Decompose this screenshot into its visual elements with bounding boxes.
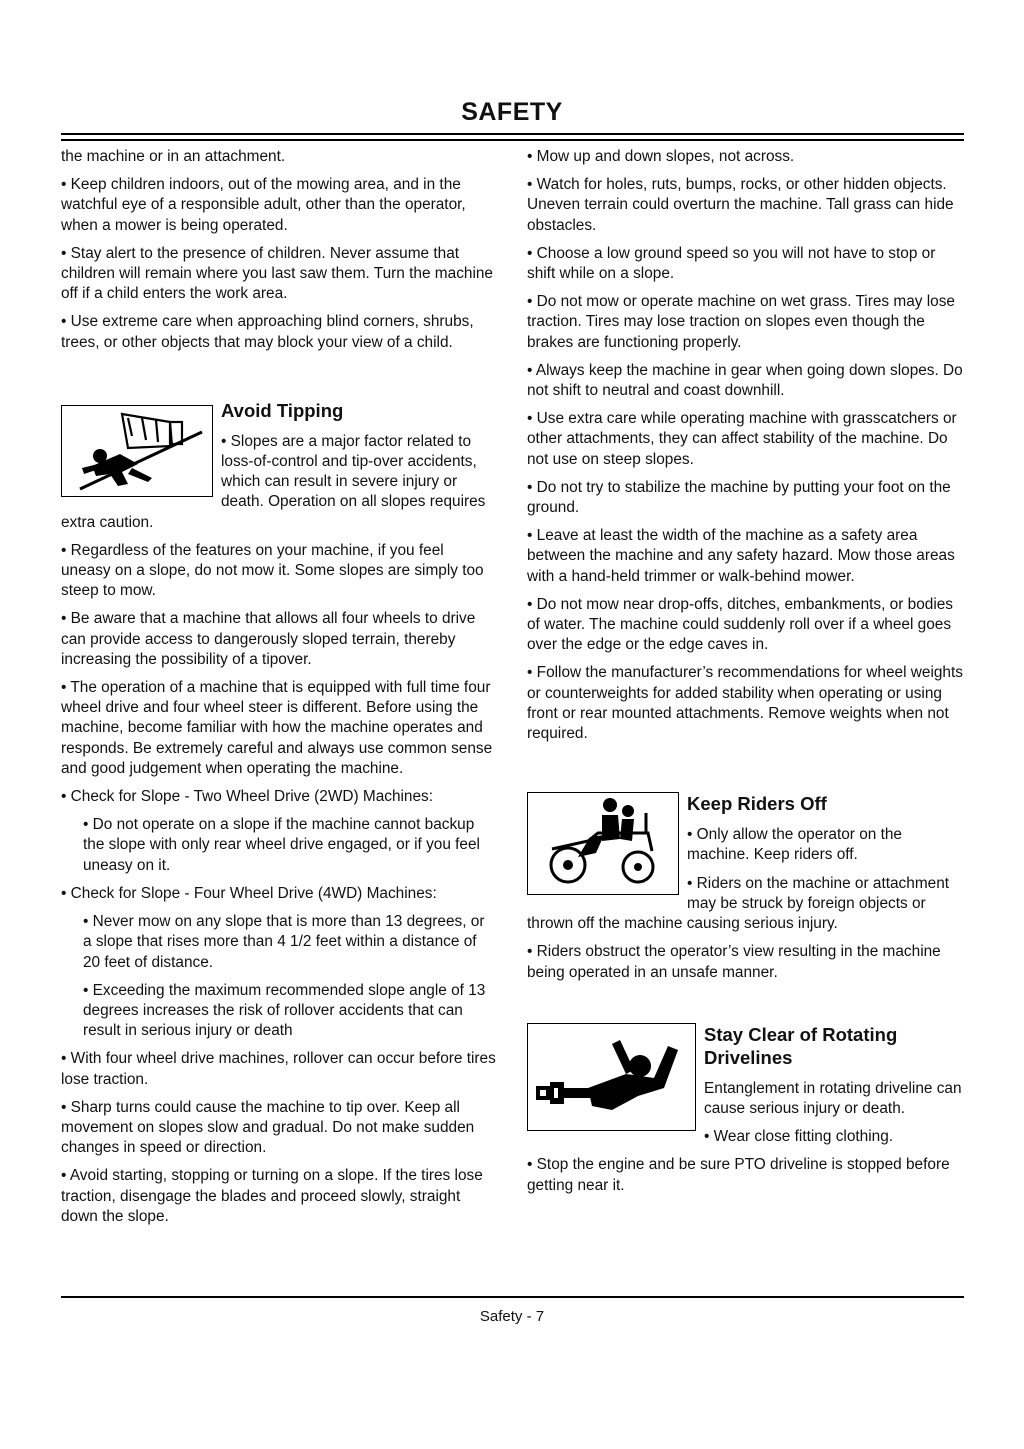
paragraph: • Slopes are a major factor related to loss-of-control and tip-over accidents, which can result in severe injury or death. Operation on all slopes requires extra caution. <box>61 432 486 531</box>
paragraph: • Stop the engine and be sure PTO driveline is stopped before getting near it. <box>527 1156 950 1194</box>
section-title: Avoid Tipping <box>221 399 344 421</box>
paragraph: • With four wheel drive machines, rollover can occur before tires lose traction. <box>61 1050 496 1088</box>
paragraph: • The operation of a machine that is equipped with full time four wheel drive and four wheel steer is different. Before using the machine, become familiar with how the machine operates and responds. Be extremely careful and always use common sense and good judgement when operating the machine. <box>61 679 493 777</box>
section-title: Keep Riders Off <box>687 793 827 815</box>
paragraph: • Stay alert to the presence of children. Never assume that children will remain where you last saw them. Turn the machine off if a child enters the work area. <box>61 244 493 303</box>
drivelines-section <box>527 1023 964 1196</box>
paragraph: • Use extreme care when approaching blind corners, shrubs, trees, or other objects that may block your view of a child. <box>61 313 474 351</box>
paragraph: • Leave at least the width of the machine as a safety area between the machine and any safety hazard. Mow those areas with a hand-held trimmer or walk-behind mower. <box>527 527 955 585</box>
paragraph: • Watch for holes, ruts, bumps, rocks, or other hidden objects. Uneven terrain could overturn the machine. Tall grass can hide obstacles. <box>527 176 954 234</box>
paragraph: • Keep children indoors, out of the mowing area, and in the watchful eye of a responsible adult, other than the operator, when a mower is being operated. <box>61 176 466 234</box>
section-title: Stay Clear of Rotating Drivelines <box>704 1023 898 1068</box>
paragraph: • Avoid starting, stopping or turning on a slope. If the tires lose traction, disengage the blades and proceed slowly, straight down the slope. <box>61 1167 483 1225</box>
paragraph: • Choose a low ground speed so you will not have to stop or shift while on a slope. <box>527 244 936 283</box>
paragraph: • Always keep the machine in gear when going down slopes. Do not shift to neutral and coast downhill. <box>527 361 963 400</box>
paragraph: • Use extra care while operating machine with grasscatchers or other attachments, they can affect stability of the machine. Do not use on steep slopes. <box>527 410 957 468</box>
driveline-entanglement-icon <box>527 1023 696 1131</box>
paragraph: • Be aware that a machine that allows all four wheels to drive can provide access to dangerously sloped terrain, thereby increasing the possibility of a tipover. <box>61 610 476 668</box>
header-double-rule <box>61 133 964 141</box>
paragraph: • Riders on the machine or attachment may be struck by foreign objects or thrown off the machine causing serious injury. <box>527 874 950 933</box>
paragraph: • Riders obstruct the operator’s view resulting in the machine being operated in an unsafe manner. <box>527 943 941 981</box>
paragraph: • Do not mow near drop-offs, ditches, embankments, or bodies of water. The machine could suddenly roll over if a wheel goes over the edge or the edge caves in. <box>527 595 953 654</box>
paragraph: • Check for Slope - Two Wheel Drive (2WD) Machines: <box>61 788 434 806</box>
paragraph: • Mow up and down slopes, not across. <box>527 148 795 165</box>
paragraph: • Do not mow or operate machine on wet grass. Tires may lose traction. Tires may lose traction on slopes even though the brakes are functioning properly. <box>527 293 955 351</box>
avoid-tipping-section <box>61 399 497 1227</box>
paragraph: • Regardless of the features on your machine, if you feel uneasy on a slope, do not mow it. Some slopes are simply too steep to mow. <box>61 541 484 600</box>
paragraph: • Sharp turns could cause the machine to tip over. Keep all movement on slopes slow and gradual. Do not make sudden changes in speed or direction. <box>61 1098 475 1157</box>
left-column <box>61 147 497 1235</box>
no-riders-icon <box>527 792 679 895</box>
sub-paragraph: • Exceeding the maximum recommended slope angle of 13 degrees increases the risk of rollover accidents that can result in serious injury or death <box>83 981 486 1040</box>
sub-paragraph: • Never mow on any slope that is more than 13 degrees, or a slope that rises more than 4 1/2 feet within a distance of 20 feet of distance. <box>83 913 485 971</box>
page-header-title: SAFETY <box>461 98 563 126</box>
paragraph: • Follow the manufacturer’s recommendations for wheel weights or counterweights for added stability when operating or using front or rear mounted attachments. Remove weights when not required. <box>527 664 963 743</box>
page-number: Safety - 7 <box>479 1308 545 1325</box>
footer-rule <box>61 1296 964 1298</box>
tipping-hazard-icon <box>61 405 213 497</box>
paragraph: • Only allow the operator on the machine. Keep riders off. <box>687 826 902 864</box>
paragraph: Entanglement in rotating driveline can cause serious injury or death. <box>704 1079 962 1117</box>
paragraph: • Wear close fitting clothing. <box>704 1128 894 1146</box>
paragraph: • Check for Slope - Four Wheel Drive (4WD) Machines: <box>61 884 437 902</box>
sub-paragraph: • Do not operate on a slope if the machine cannot backup the slope with only rear wheel drive engaged, or if you feel uneasy on it. <box>83 816 480 874</box>
right-column <box>527 147 964 1204</box>
paragraph: the machine or in an attachment. <box>61 148 286 165</box>
paragraph: • Do not try to stabilize the machine by putting your foot on the ground. <box>527 478 951 517</box>
keep-riders-off-section <box>527 792 964 982</box>
